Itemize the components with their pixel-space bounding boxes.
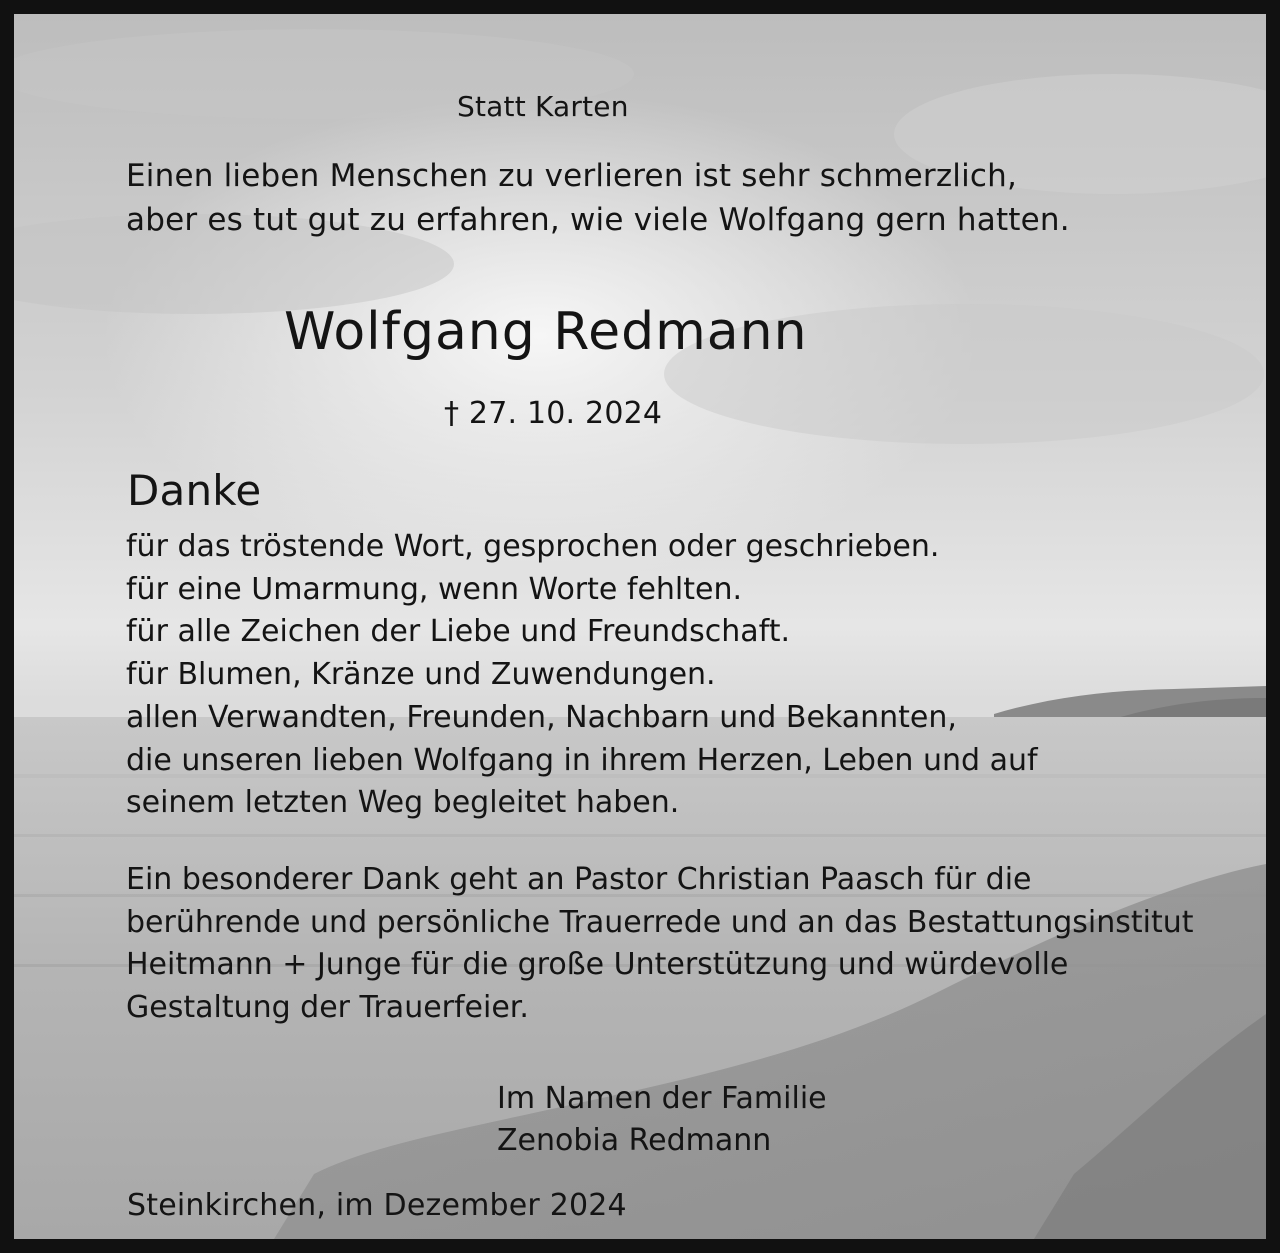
special-thanks-line: Heitmann + Junge für die große Unterstützung und würdevolle — [126, 947, 1069, 983]
thanks-line: die unseren lieben Wolfgang in ihrem Herzen, Leben und auf — [126, 742, 1038, 778]
obituary-content — [14, 14, 1266, 1239]
intro-text — [126, 154, 1070, 242]
special-thanks — [126, 859, 1194, 1030]
thanks-line: seinem letzten Weg begleitet haben. — [126, 785, 680, 821]
thanks-line: für alle Zeichen der Liebe und Freundschaft. — [126, 614, 790, 650]
thanks-line: allen Verwandten, Freunden, Nachbarn und Bekannten, — [126, 699, 957, 735]
signature-name: Zenobia Redmann — [497, 1123, 772, 1158]
special-thanks-line: Ein besonderer Dank geht an Pastor Christian Paasch für die — [126, 862, 1032, 897]
signature-line: Im Namen der Familie — [497, 1081, 827, 1116]
intro-line: Einen lieben Menschen zu verlieren ist sehr schmerzlich, — [126, 158, 1018, 194]
death-date: † 27. 10. 2024 — [444, 396, 663, 431]
special-thanks-line: berührende und persönliche Trauerrede und an das Bestattungsinstitut — [126, 904, 1194, 940]
thanks-heading: Danke — [127, 466, 262, 515]
thanks-line: für das tröstende Wort, gesprochen oder geschrieben. — [126, 529, 940, 564]
thanks-line: für Blumen, Kränze und Zuwendungen. — [126, 657, 716, 693]
deceased-name: Wolfgang Redmann — [284, 302, 808, 362]
thanks-list — [126, 526, 1038, 825]
place-date: Steinkirchen, im Dezember 2024 — [127, 1188, 627, 1223]
signature-block — [497, 1078, 827, 1162]
statt-karten-label: Statt Karten — [457, 90, 629, 123]
special-thanks-line: Gestaltung der Trauerfeier. — [126, 990, 529, 1026]
intro-line: aber es tut gut zu erfahren, wie viele Wolfgang gern hatten. — [126, 202, 1070, 238]
thanks-line: für eine Umarmung, wenn Worte fehlten. — [126, 571, 743, 607]
